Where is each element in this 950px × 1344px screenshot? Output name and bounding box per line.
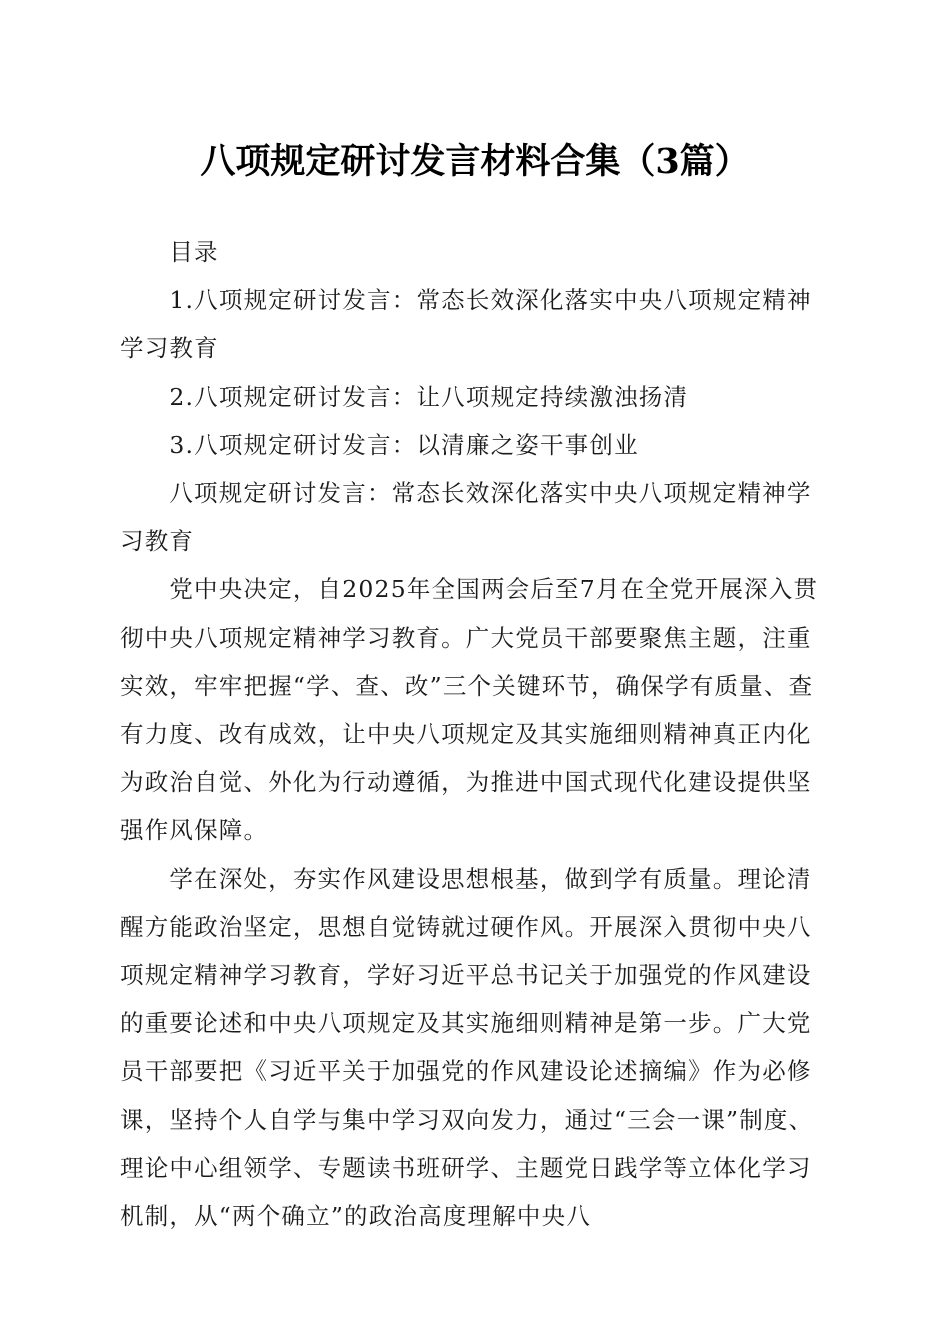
- toc-item-2: 2.八项规定研讨发言：让八项规定持续激浊扬清: [169, 382, 689, 411]
- document-body: [120, 228, 832, 1240]
- body-paragraph: 学在深处，夯实作风建设思想根基，做到学有质量。理论清醒方能政治坚定，思想自觉铸就过硬作风。开展深入贯彻中央八项规定精神学习教育，学好习近平总书记关于加强党的作风建设的重要论述和中央八项规定及其实施细则精神是第一步。广大党员干部要把《习近平关于加强党的作风建设论述摘编》作为必修课，坚持个人自学与集中学习双向发力，通过“三会一课”制度、理论中心组领学、专题读书班研学、主题党日践学等立体化学习机制，从“两个确立”的政治高度理解中央八: [120, 864, 814, 1231]
- section-heading: 八项规定研讨发言：常态长效深化落实中央八项规定精神学习教育: [120, 479, 812, 556]
- toc-item-3: 3.八项规定研讨发言：以清廉之姿干事创业: [169, 430, 639, 459]
- document-title: 八项规定研讨发言材料合集（3篇）: [200, 141, 750, 182]
- toc-item-1: 1.八项规定研讨发言：常态长效深化落实中央八项规定精神学习教育: [120, 286, 812, 363]
- body-paragraph: 党中央决定，自2025年全国两会后至7月在全党开展深入贯彻中央八项规定精神学习教育。广大党员干部要聚焦主题，注重实效，牢牢把握“学、查、改”三个关键环节，确保学有质量、查有力度、改有成效，让中央八项规定及其实施细则精神真正内化为政治自觉、外化为行动遵循，为推进中国式现代化建设提供坚强作风保障。: [120, 575, 819, 845]
- toc-heading: 目录: [169, 238, 219, 266]
